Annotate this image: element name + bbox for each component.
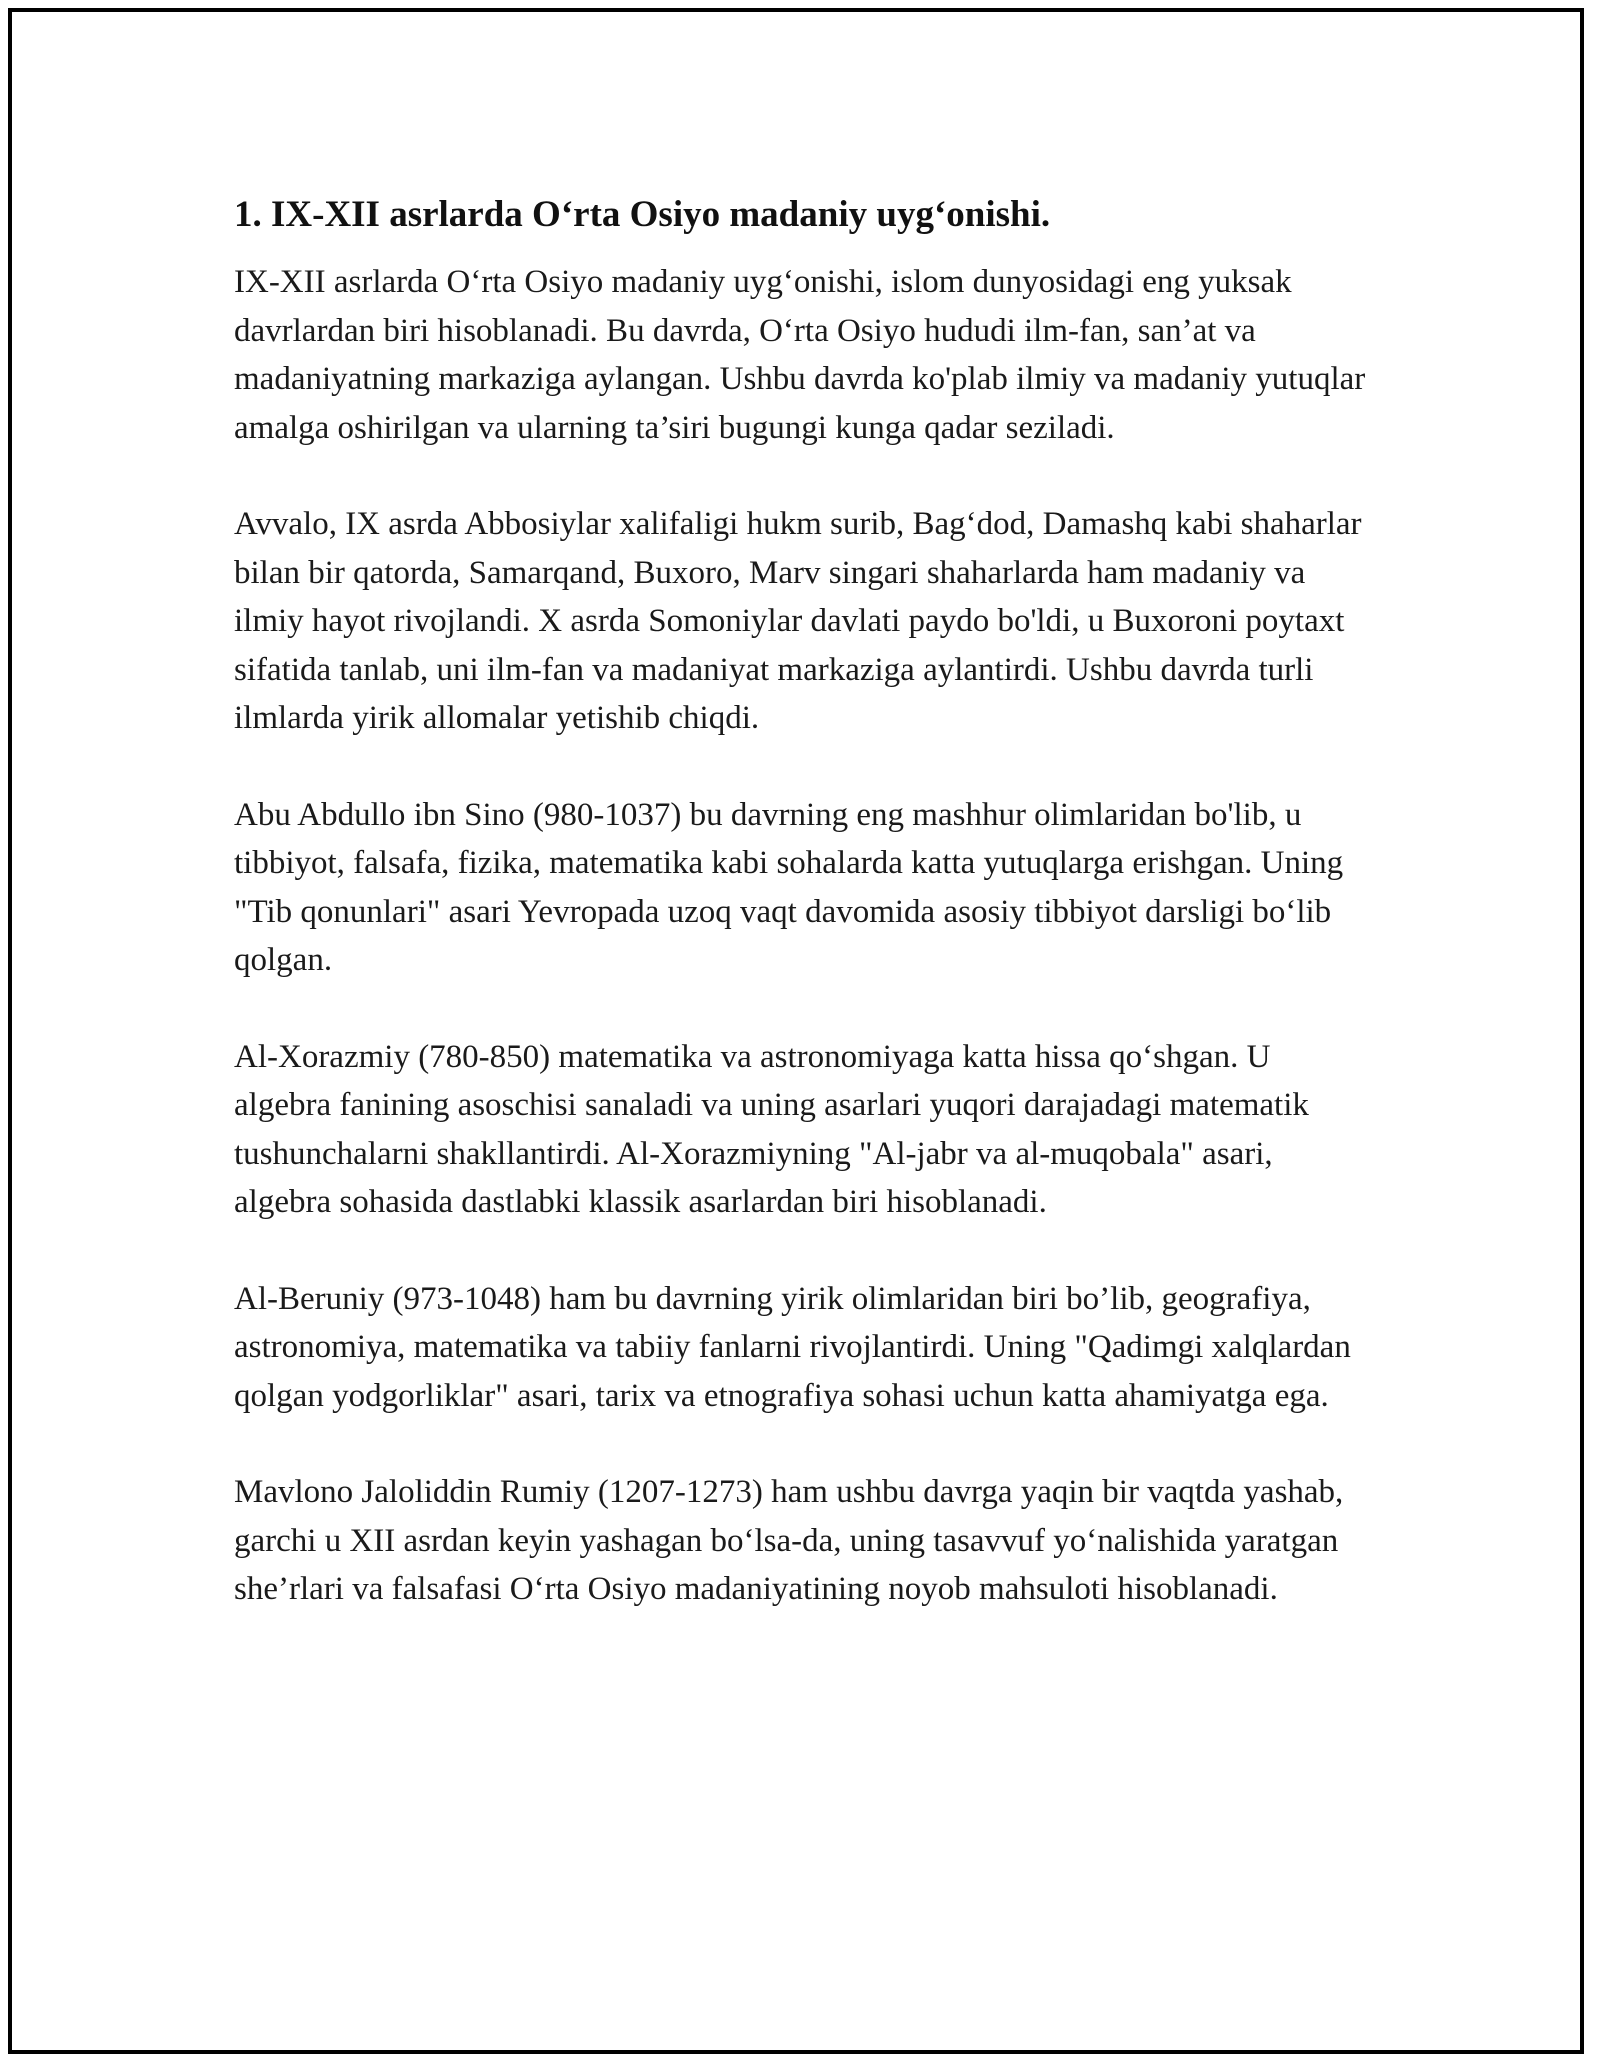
paragraph-rumiy: Mavlono Jaloliddin Rumiy (1207-1273) ham ushbu davrga yaqin bir vaqtda yashab, garchi u XII asrdan keyin yashagan bo‘lsa-da, uning tasavvuf yo‘nalishida yaratgan she’rlari va falsafasi O‘rta Osiyo madaniyatining noyob mahsuloti hisoblanadi. [234, 1474, 1344, 1607]
document-body [234, 188, 1374, 1662]
paragraph-al-beruniy: Al-Beruniy (973-1048) ham bu davrning yirik olimlaridan biri bo’lib, geografiya, astronomiya, matematika va tabiiy fanlarni rivojlantirdi. Uning "Qadimgi xalqlardan qolgan yodgorliklar" asari, tarix va etnografiya sohasi uchun katta ahamiyatga ega. [234, 1280, 1351, 1414]
paragraph-ibn-sino: Abu Abdullo ibn Sino (980-1037) bu davrning eng mashhur olimlaridan bo'lib, u tibbiyot, falsafa, fizika, matematika kabi sohalarda katta yutuqlarga erishgan. Uning "Tib qonunlari" asari Yevropada uzoq vaqt davomida asosiy tibbiyot darsligi bo‘lib qolgan. [234, 796, 1344, 978]
paragraph-intro: IX-XII asrlarda O‘rta Osiyo madaniy uyg‘onishi, islom dunyosidagi eng yuksak davrlardan biri hisoblanadi. Bu davrda, O‘rta Osiyo hududi ilm-fan, san’at va madaniyatning markaziga aylangan. Ushbu davrda ko'plab ilmiy va madaniy yutuqlar amalga oshirilgan va ularning ta’siri bugungi kunga qadar seziladi. [234, 264, 1366, 446]
section-heading: 1. IX-XII asrlarda O‘rta Osiyo madaniy uyg‘onishi. [234, 194, 1051, 235]
paragraph-al-xorazmiy: Al-Xorazmiy (780-850) matematika va astronomiyaga katta hissa qo‘shgan. U algebra fanining asoschisi sanaladi va uning asarlari yuqori darajadagi matematik tushunchalarni shakllantirdi. Al-Xorazmiyning "Al-jabr va al-muqobala" asari, algebra sohasida dastlabki klassik asarlardan biri hisoblanadi. [234, 1038, 1309, 1220]
paragraph-abbasids-samanids: Avvalo, IX asrda Abbosiylar xalifaligi hukm surib, Bag‘dod, Damashq kabi shaharlar bilan bir qatorda, Samarqand, Buxoro, Marv singari shaharlarda ham madaniy va ilmiy hayot rivojlandi. X asrda Somoniylar davlati paydo bo'ldi, u Buxoroni poytaxt sifatida tanlab, uni ilm-fan va madaniyat markaziga aylantirdi. Ushbu davrda turli ilmlarda yirik allomalar yetishib chiqdi. [234, 506, 1362, 736]
